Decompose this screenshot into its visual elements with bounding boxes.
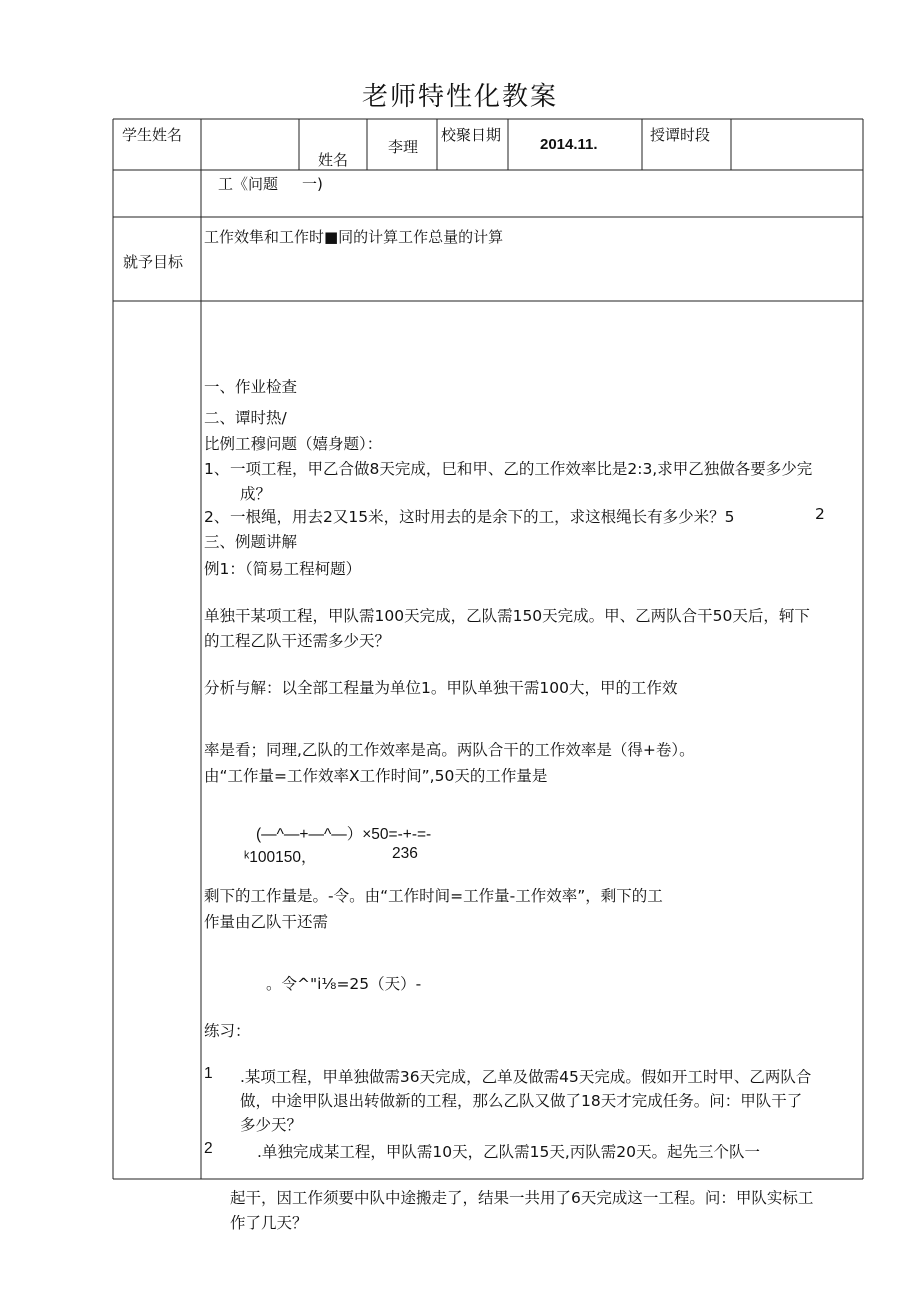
analysis-line-2: 率是看；同理,乙队的工作效率是高。两队合干的工作效率是（得+卷）。: [204, 741, 695, 759]
page-title: 老师特性化教案: [361, 82, 558, 112]
analysis-line-1: 分析与解：以全部工程量为单位1。甲队单独干需100大，甲的工作效: [204, 679, 678, 697]
section-examples: 三、例题讲解: [204, 533, 298, 551]
practice-1-line-1: .某项工程，甲单独做需36天完成，乙单及做需45天完成。假如开工时甲、乙两队合: [240, 1068, 812, 1086]
analysis-line-3: 由“工作量=工作效率X工作时间”,50天的工作量是: [204, 767, 548, 785]
practice-1-number: 1: [204, 1065, 213, 1082]
example-1-label: 例1：（简易工程柯题）: [204, 560, 362, 578]
topic-suffix: 一): [302, 175, 323, 193]
warmup-intro: 比例工穆问题（嬉身题）：: [204, 435, 383, 453]
goals-label: 就予目标: [123, 253, 184, 271]
practice-1-line-3: 多少天？: [240, 1116, 303, 1134]
practice-1-line-2: 做，中途甲队退出转做新的工程，那么乙队又做了18天才完成任务。问：甲队干了: [240, 1092, 803, 1110]
question-1-number: 1、: [204, 460, 230, 478]
student-name-label: 学生姓名: [122, 126, 183, 144]
date-label: 校聚日期: [441, 126, 502, 144]
remaining-work-line-1: 剩下的工作量是。-令。由“工作时间=工作量-工作效率”，剩下的工: [204, 887, 663, 905]
formula-line-2-right: 236: [392, 845, 418, 862]
teacher-name-label: 姓名: [318, 151, 349, 169]
section-homework-check: 一、作业检查: [204, 378, 298, 396]
question-2-text: 一根绳，用去2又15米，这时用去的是余下的工，求这根绳长有多少米？5: [230, 508, 735, 526]
practice-2-line-3: 作了几天？: [230, 1214, 308, 1232]
question-2-number: 2、: [204, 508, 230, 526]
date-value: 2014.11.: [540, 136, 598, 153]
practice-label: 练习：: [204, 1022, 251, 1040]
teacher-name-value: 李理: [388, 138, 419, 156]
practice-2-line-1: .单独完成某工程，甲队需10天，乙队需15天,丙队需20天。起先三个队一: [257, 1143, 761, 1161]
practice-2-line-2: 起干，因工作须要中队中途搬走了，结果一共用了6天完成这一工程。问：甲队实标工: [230, 1189, 814, 1207]
example-result: 。令^"i⅛=25（天）-: [266, 975, 422, 993]
formula-line-2-left: ᵏ100150，: [244, 849, 317, 866]
formula-line-1: (—^—+—^—）×50=-+-=-: [256, 826, 432, 843]
question-2-trailing: 2: [815, 505, 825, 523]
example-1-line-1: 单独干某项工程，甲队需100天完成，乙队需150天完成。甲、乙两队合干50天后，轲下: [204, 607, 810, 625]
question-1-line-2: 成？: [240, 485, 272, 503]
example-1-line-2: 的工程乙队干还需多少天？: [204, 632, 391, 650]
question-1-line-1: 一项工程，甲乙合做8天完成，巳和甲、乙的工作效率比是2:3,求甲乙独做各要多少完: [230, 460, 813, 478]
remaining-work-line-2: 作量由乙队干还需: [204, 913, 329, 931]
topic-label: 工《问题: [218, 175, 279, 193]
practice-2-number: 2: [204, 1140, 213, 1157]
period-label: 授谭时段: [650, 126, 711, 144]
goals-content: 工作效隼和工作时■同的计算工作总量的计算: [204, 228, 504, 246]
section-warmup: 二、谭时热/: [204, 409, 287, 427]
